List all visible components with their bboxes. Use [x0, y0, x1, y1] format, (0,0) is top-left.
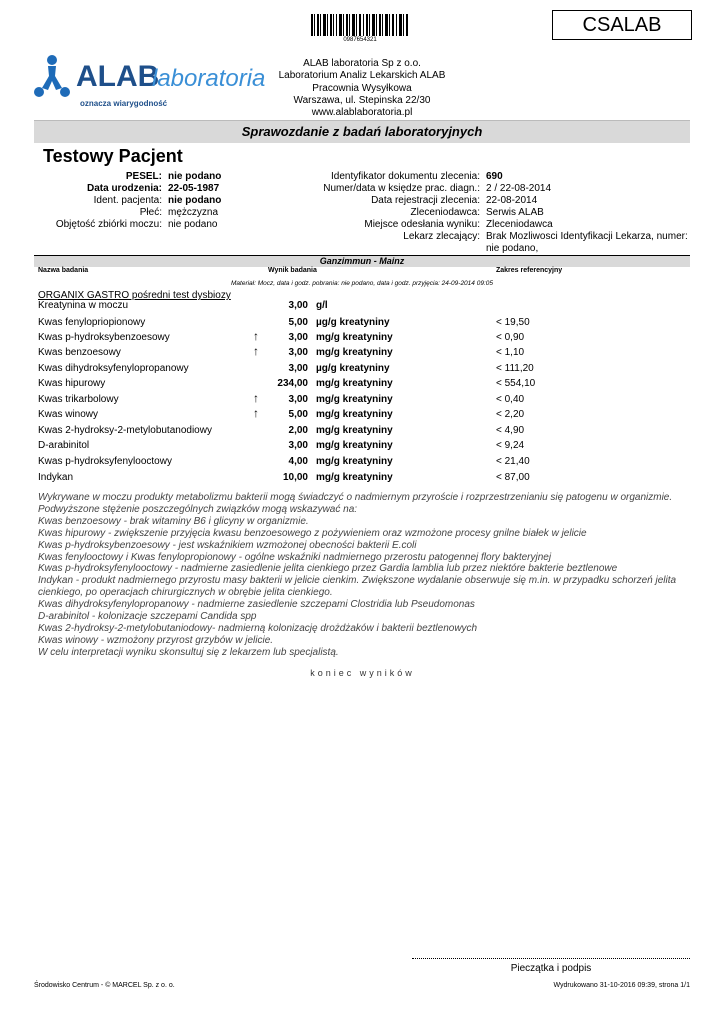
order-id-label: Identyfikator dokumentu zlecenia: [331, 171, 480, 182]
urine-volume-value: nie podano [168, 219, 218, 230]
report-title: Sprawozdanie z badań laboratoryjnych [241, 124, 483, 139]
comment-line: Kwas hipurowy - zwiększenie przyjęcia kwasu benzoesowego z pożywieniem oraz wzmożone procesy gnilne białek w jelicie [38, 527, 587, 539]
result-row [38, 391, 690, 409]
test-result: 3,00 [288, 347, 308, 358]
comment-line: Wykrywane w moczu produkty metabolizmu bakterii mogą świadczyć o nadmiernym przyroście i rozprzestrzenianiu się patogenu w organizmie. [38, 492, 673, 503]
test-unit: mg/g kreatyniny [316, 456, 393, 467]
high-flag-icon: ↑ [253, 406, 259, 420]
test-name: D-arabinitol [38, 440, 90, 451]
test-unit: g/l [316, 300, 328, 311]
result-row [38, 317, 690, 332]
test-name: Kwas fenylopriopionowy [38, 317, 146, 328]
client-value: Serwis ALAB [486, 207, 544, 218]
section-title: Ganzimmun - Mainz [319, 256, 405, 266]
test-reference: < 4,90 [496, 425, 525, 436]
signature-line [412, 958, 690, 959]
test-unit: mg/g kreatyniny [316, 347, 393, 358]
client-label: Zleceniodawca: [410, 207, 480, 218]
lab-line: Pracownia Wysyłkowa [312, 82, 412, 94]
test-reference: < 1,10 [496, 347, 525, 358]
comment-line: Kwas winowy - wzmożony przyrost grzybów w jelicie. [38, 634, 274, 646]
test-name: Kwas trikarbolowy [38, 394, 119, 405]
interpretation-comment [38, 492, 690, 659]
result-destination-label: Miejsce odesłania wyniku: [364, 219, 480, 230]
registration-date-value: 22-08-2014 [486, 195, 538, 206]
test-name: Kwas winowy [38, 409, 99, 420]
doctor-value: Brak Mozliwosci Identyfikacji Lekarza, numer: [486, 231, 688, 242]
dob-label: Data urodzenia: [86, 183, 162, 194]
high-flag-icon: ↑ [253, 344, 259, 358]
test-result: 3,00 [288, 300, 308, 311]
comment-line: Indykan - produkt nadmiernego przyrostu masy bakterii w jelicie cienkim. Zwiększone wydalanie obserwuje się m.in. w przypadku schorzeń jelita [38, 575, 677, 587]
test-result: 10,00 [282, 472, 308, 483]
test-reference: < 554,10 [496, 378, 536, 389]
test-name: Kwas p-hydroksyfenylooctowy [38, 456, 172, 467]
test-reference: < 0,90 [496, 332, 525, 343]
test-name: Indykan [38, 472, 74, 483]
test-unit: mg/g kreatyniny [316, 332, 393, 343]
result-row [38, 378, 690, 393]
lab-line: www.alablaboratoria.pl [311, 107, 413, 119]
pesel-label: PESEL: [125, 171, 162, 182]
barcode [311, 14, 409, 36]
result-row [38, 425, 690, 440]
test-result: 3,00 [288, 332, 308, 343]
lab-line: Laboratorium Analiz Lekarskich ALAB [278, 70, 446, 82]
high-flag-icon: ↑ [253, 329, 259, 343]
test-name: Kwas p-hydroksybenzoesowy [38, 332, 170, 343]
test-name: Kwas dihydroksyfenylopropanowy [38, 363, 189, 374]
test-unit: µg/g kreatyniny [316, 363, 390, 374]
report-title-bar [34, 120, 690, 143]
test-name: Kreatynina w moczu [38, 300, 129, 311]
test-reference: < 19,50 [496, 317, 530, 328]
logo-tagline: oznacza wiarygodność [80, 99, 168, 108]
patient-id-value: nie podano [168, 195, 222, 206]
test-group-name: ORGANIX GASTRO pośredni test dysbiozy [38, 290, 231, 301]
result-row [38, 440, 690, 455]
svg-text:laboratoria: laboratoria [152, 65, 266, 92]
test-result: 234,00 [277, 378, 308, 389]
section-header [34, 255, 690, 267]
test-unit: mg/g kreatyniny [316, 394, 393, 405]
test-name: Kwas 2-hydroksy-2-metylobutanodiowy [38, 425, 212, 436]
material-info: Materiał: Mocz, data i godz. pobrania: nie podano, data i godz. przyjęcia: 24-09-2014 09:05 [231, 280, 493, 287]
test-unit: mg/g kreatyniny [316, 378, 393, 389]
test-result: 2,00 [288, 425, 308, 436]
result-row [38, 344, 690, 362]
comment-line: Podwyższone stężenie poszczególnych związków mogą wskazywać na: [38, 503, 358, 515]
col-ref-header: Zakres referencyjny [496, 267, 563, 274]
test-result: 5,00 [288, 317, 308, 328]
test-reference: < 111,20 [496, 363, 534, 374]
book-number-label: Numer/data w księdze prac. diagn.: [323, 183, 480, 194]
comment-line: Kwas dihydroksyfenylopropanowy - nadmierne zasiedlenie szczepami Clostridia lub Pseudomonas [38, 599, 475, 611]
lab-address [262, 58, 462, 119]
result-row [38, 363, 690, 378]
test-result: 3,00 [288, 363, 308, 374]
lab-line: ALAB laboratoria Sp z o.o. [303, 58, 421, 69]
test-name: Kwas benzoesowy [38, 347, 121, 358]
comment-line: Kwas 2-hydroksy-2-metylobutaniodowy- nadmierną kolonizację drożdżaków i bakterii beztlenowych [38, 622, 478, 634]
footer-printed: Wydrukowano 31-10-2016 09:39, strona 1/1 [553, 982, 690, 989]
order-id-value: 690 [486, 171, 503, 182]
test-result: 5,00 [288, 409, 308, 420]
test-unit: mg/g kreatyniny [316, 409, 393, 420]
comment-line: Kwas benzoesowy - brak witaminy B6 i glicyny w organizmie. [38, 515, 309, 527]
test-unit: mg/g kreatyniny [316, 425, 393, 436]
patient-name: Testowy Pacjent [43, 146, 183, 166]
result-row [38, 300, 690, 315]
lab-line: Warszawa, ul. Stepinska 22/30 [293, 94, 431, 106]
comment-line: D-arabinitol - kolonizacje szczepami Candida spp [38, 611, 257, 623]
barcode-number: 0987654321 [343, 37, 377, 43]
comment-line: W celu interpretacji wyniku skonsultuj się z lekarzem lub specjalistą. [38, 646, 339, 658]
svg-text:ALAB: ALAB [76, 60, 160, 93]
sex-label: Płeć: [139, 207, 162, 218]
test-reference: < 9,24 [496, 440, 525, 451]
test-reference: < 21,40 [496, 456, 530, 467]
col-result-header: Wynik badania [268, 267, 317, 274]
result-row [38, 406, 690, 424]
patient-id-label: Ident. pacjenta: [93, 195, 162, 206]
result-row [38, 472, 690, 487]
dob-value: 22-05-1987 [168, 183, 220, 194]
doctor-value-cont: nie podano, [486, 243, 539, 254]
doctor-label: Lekarz zlecający: [403, 231, 480, 242]
pesel-value: nie podano [168, 171, 222, 182]
test-unit: mg/g kreatyniny [316, 472, 393, 483]
test-unit: µg/g kreatyniny [316, 317, 390, 328]
test-reference: < 0,40 [496, 394, 525, 405]
result-row [38, 456, 690, 471]
comment-line: Kwas p-hydroksyfenylooctowy - nadmierne zasiedlenie jelita cienkiego przez Gardia lamblia lub przez niektóre bakterie beztlenowe [38, 563, 618, 575]
test-unit: mg/g kreatyniny [316, 440, 393, 451]
urine-volume-label: Objętość zbiórki moczu: [55, 219, 162, 230]
lab-code-box: CSALAB [552, 10, 692, 40]
test-reference: < 2,20 [496, 409, 525, 420]
high-flag-icon: ↑ [253, 391, 259, 405]
signature-label: Pieczątka i podpis [510, 963, 592, 974]
test-reference: < 87,00 [496, 472, 530, 483]
result-row [38, 329, 690, 347]
test-result: 4,00 [288, 456, 308, 467]
footer-software: Środowisko Centrum - © MARCEL Sp. z o. o. [34, 982, 175, 989]
book-number-value: 2 / 22-08-2014 [486, 183, 552, 194]
col-name-header: Nazwa badania [38, 267, 89, 274]
result-destination-value: Zleceniodawca [486, 219, 553, 230]
test-result: 3,00 [288, 440, 308, 451]
comment-line: Kwas fenylooctowy i Kwas fenylopropionowy - ogólne wskaźniki nadmiernego przerostu patogennej flory bakteryjnej [38, 551, 552, 563]
comment-line: Kwas p-hydroksybenzoesowy - jest wskaźnikiem wzmożonej obecności bakterii E.coli [38, 539, 417, 551]
test-result: 3,00 [288, 394, 308, 405]
registration-date-label: Data rejestracji zlecenia: [371, 195, 480, 206]
sex-value: mężczyzna [168, 207, 219, 218]
end-of-results: koniec wyników [310, 668, 415, 678]
comment-line: cienkiego, po operacjach chirurgicznych w obrębie jelita cienkiego. [38, 587, 333, 599]
test-name: Kwas hipurowy [38, 378, 106, 389]
